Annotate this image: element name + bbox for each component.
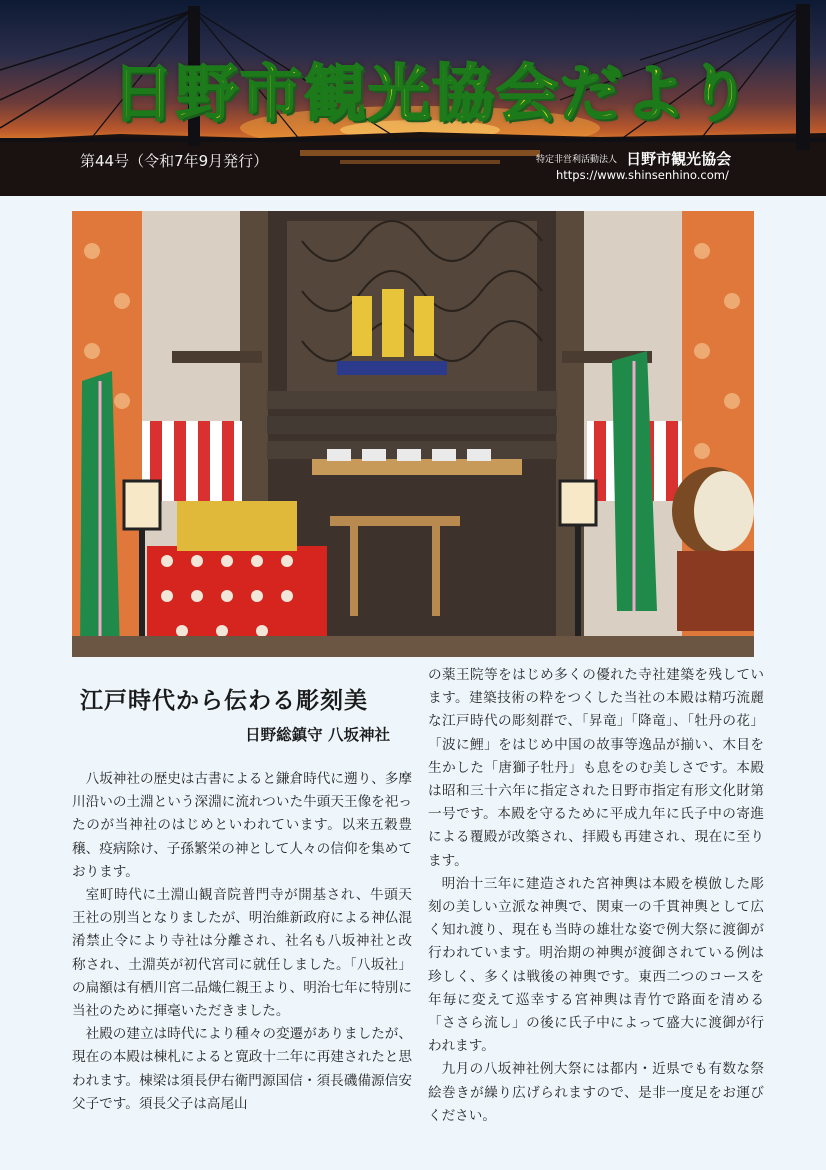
article-column-left	[72, 768, 412, 1116]
article-headline: 江戸時代から伝わる彫刻美	[80, 687, 368, 714]
organization-prefix: 特定非営利活動法人	[536, 155, 618, 165]
paragraph: 室町時代に土淵山観音院普門寺が開基され、牛頭天王社の別当となりましたが、明治維新政府による神仏混淆禁止令により寺社は分離され、社名も八坂神社と改称され、土淵英が初代宮司に就任しました。「八坂社」の扁額は有栖川宮二品熾仁親王より、明治七年に特別に当社のために揮毫いただきました。	[72, 887, 412, 1020]
website-url: https://www.shinsenhino.com/	[556, 168, 729, 182]
paragraph: 明治十三年に建造された宮神輿は本殿を模倣した彫刻の美しい立派な神輿で、関東一の千貫神輿として広く知れ渡り、現在も当時の雄壮な姿で例大祭に渡御が行われています。明治期の神輿が渡御されている例は珍しく、多くは戦後の神輿です。東西二つのコースを年毎に変えて巡幸する宮神輿は青竹で路面を清める「ささら流し」の後に氏子中によって盛大に渡御が行われます。	[428, 875, 764, 1055]
shrine-photo	[72, 211, 754, 657]
paragraph: 九月の八坂神社例大祭には都内・近県でも有数な祭絵巻きが繰り広げられますので、是非一度足をお運びください。	[428, 1061, 764, 1124]
newsletter-title: 日野市観光協会だより	[112, 57, 753, 130]
article-column-right	[428, 664, 764, 1128]
shrine-interior-image	[72, 211, 754, 657]
paragraph: 八坂神社の歴史は古書によると鎌倉時代に遡り、多摩川沿いの土淵という深淵に流れついた牛頭天王像を祀ったのが当神社のはじめといわれています。以来五穀豊穣、疫病除け、子孫繁栄の神として人々の信仰を集めております。	[72, 771, 412, 880]
organization-title: 日野市観光協会	[626, 150, 732, 168]
organization-name	[536, 148, 731, 169]
article-subheading: 日野総鎮守 八坂神社	[245, 726, 390, 744]
paragraph: の薬王院等をはじめ多くの優れた寺社建築を残しています。建築技術の粋をつくした当社の本殿は精巧流麗な江戸時代の彫刻群で、「昇竜」「降竜」、「牡丹の花」「波に鯉」をはじめ中国の故事等逸品が揃い、木目を生かした「唐獅子牡丹」も息をのむ美しさです。本殿は昭和三十六年に指定された日野市指定有形文化財第一号です。本殿を守るために平成九年に氏子中の寄進による覆殿が改築され、拝殿も再建され、現在に至ります。	[428, 667, 764, 869]
paragraph: 社殿の建立は時代により種々の変遷がありましたが、現在の本殿は棟札によると寛政十二年に再建されたと思われます。棟梁は須長伊右衛門源国信・須長磯備源信安父子です。須長父子は高尾山	[72, 1026, 412, 1112]
issue-number: 第44号（令和7年9月発行）	[80, 152, 269, 170]
header-banner	[0, 0, 826, 196]
